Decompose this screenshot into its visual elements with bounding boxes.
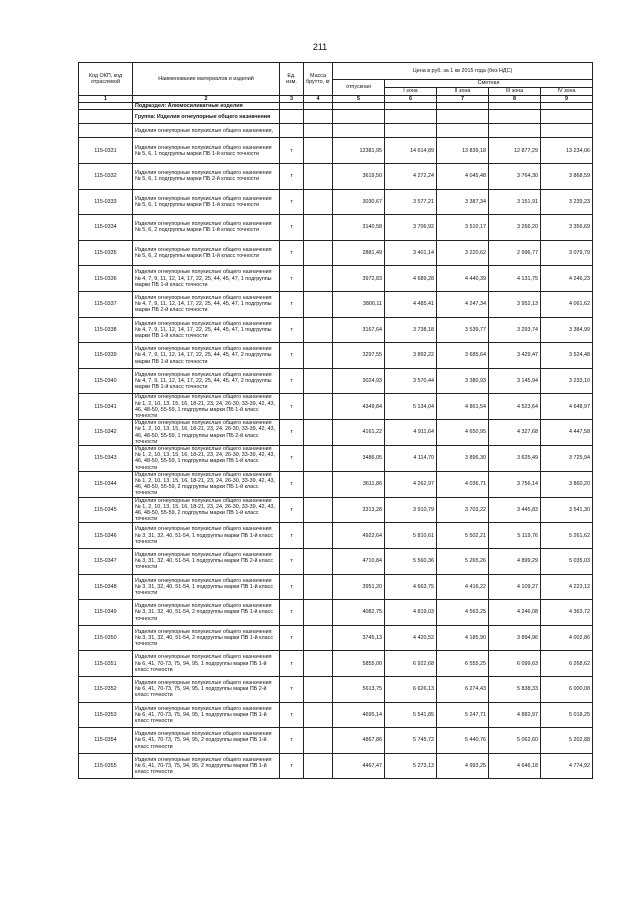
row-price-zone-2: 5 440,76: [437, 728, 489, 754]
row-price-zone-2: 3 380,93: [437, 368, 489, 394]
row-code: 115-0349: [79, 600, 133, 626]
row-price-zone-1: 5 134,04: [385, 394, 437, 420]
column-number: 2: [133, 96, 280, 103]
row-price-zone-2: 3 220,62: [437, 240, 489, 266]
row-price-zone-3: 6 099,63: [489, 651, 541, 677]
column-number-row: [79, 96, 593, 103]
row-name: Изделия огнеупорные полукислые общего назначения № 1, 2, 10, 13, 15, 16, 18-21, 23, 24, 26-30, 33-39, 42, 43, 46, 48-50, 55-59, 2 подгруппы марки ПВ 1-й класс точности: [133, 497, 280, 523]
row-mass: [304, 317, 333, 343]
row-price-zone-3: 4 523,64: [489, 394, 541, 420]
table-row: [79, 368, 593, 394]
row-price-released: 3800,11: [333, 291, 385, 317]
row-price-released: 5613,75: [333, 676, 385, 702]
table-row: [79, 728, 593, 754]
row-code: 115-0333: [79, 189, 133, 215]
row-code: 115-0354: [79, 728, 133, 754]
group-subtitle: Изделия огнеупорные полукислые общего назначения,: [133, 124, 280, 138]
row-price-zone-3: 3 764,30: [489, 164, 541, 190]
row-name: Изделия огнеупорные полукислые общего назначения № 6, 41, 70-73, 75, 94, 95, 2 подгруппы марки ПБ 1-й класс точности: [133, 728, 280, 754]
header-zone-4: IV зона: [541, 88, 593, 96]
row-price-released: 4922,64: [333, 523, 385, 549]
table-row: [79, 497, 593, 523]
row-mass: [304, 445, 333, 471]
row-unit: т: [280, 497, 304, 523]
row-price-zone-2: 4 416,22: [437, 574, 489, 600]
row-price-zone-4: 5 018,25: [541, 702, 593, 728]
row-mass: [304, 676, 333, 702]
row-price-zone-4: 6 000,08: [541, 676, 593, 702]
table-row: [79, 600, 593, 626]
row-price-zone-2: 3 703,22: [437, 497, 489, 523]
table-row: [79, 189, 593, 215]
row-price-released: 2881,49: [333, 240, 385, 266]
table-row: [79, 471, 593, 497]
row-name: Изделия огнеупорные полукислые общего назначения № 3, 31, 32, 40, 51-54, 2 подгруппы марки ПВ 1-й класс точности: [133, 625, 280, 651]
row-code: 115-0335: [79, 240, 133, 266]
row-mass: [304, 728, 333, 754]
row-price-zone-3: 3 952,13: [489, 291, 541, 317]
table-body: [79, 96, 593, 779]
row-name: Изделия огнеупорные полукислые общего назначения № 3, 31, 32, 40, 51-54, 1 подгруппы марки ПБ 1-й класс точности: [133, 523, 280, 549]
row-price-zone-4: 5 035,03: [541, 549, 593, 575]
row-unit: т: [280, 189, 304, 215]
table-row: [79, 676, 593, 702]
row-price-zone-3: 3 625,49: [489, 445, 541, 471]
row-price-zone-4: 5 202,88: [541, 728, 593, 754]
row-price-zone-1: 3 570,44: [385, 368, 437, 394]
row-mass: [304, 394, 333, 420]
row-price-released: 4695,14: [333, 702, 385, 728]
row-price-released: 4349,84: [333, 394, 385, 420]
row-price-zone-4: 4 774,92: [541, 753, 593, 779]
row-mass: [304, 189, 333, 215]
column-number: 8: [489, 96, 541, 103]
table-row: [79, 291, 593, 317]
header-zone-1: I зона: [385, 88, 437, 96]
row-price-released: 3140,58: [333, 215, 385, 241]
header-released: отпускная: [333, 80, 385, 96]
row-price-zone-1: 4 819,03: [385, 600, 437, 626]
row-code: 115-0348: [79, 574, 133, 600]
row-unit: т: [280, 368, 304, 394]
row-code: 115-0340: [79, 368, 133, 394]
row-mass: [304, 368, 333, 394]
row-price-zone-4: 4 246,23: [541, 266, 593, 292]
row-unit: т: [280, 676, 304, 702]
row-mass: [304, 138, 333, 164]
row-price-released: 3619,50: [333, 164, 385, 190]
table-row: [79, 240, 593, 266]
table-row: [79, 702, 593, 728]
table-row: [79, 215, 593, 241]
row-price-zone-2: 5 247,71: [437, 702, 489, 728]
row-price-zone-2: 4 045,48: [437, 164, 489, 190]
row-price-released: 3167,64: [333, 317, 385, 343]
row-mass: [304, 523, 333, 549]
row-price-zone-4: 5 261,62: [541, 523, 593, 549]
row-price-zone-1: 5 810,61: [385, 523, 437, 549]
row-price-zone-4: 3 524,48: [541, 343, 593, 369]
row-mass: [304, 574, 333, 600]
row-price-zone-3: 3 151,91: [489, 189, 541, 215]
row-name: Изделия огнеупорные полукислые общего назначения № 6, 41, 70-73, 75, 94, 95, 1 подгруппы марки ПВ 1-й класс точности: [133, 702, 280, 728]
row-price-zone-1: 4 420,52: [385, 625, 437, 651]
row-price-zone-3: 3 293,74: [489, 317, 541, 343]
row-price-released: 3486,05: [333, 445, 385, 471]
header-code: Код ОКП, код отраслевой: [79, 63, 133, 96]
header-unit: Ед. изм.: [280, 63, 304, 96]
row-code: 115-0355: [79, 753, 133, 779]
row-code: 115-0346: [79, 523, 133, 549]
row-code: 115-0350: [79, 625, 133, 651]
row-price-zone-4: 3 868,59: [541, 164, 593, 190]
row-price-zone-2: 4 563,25: [437, 600, 489, 626]
row-name: Изделия огнеупорные полукислые общего назначения № 4, 7, 9, 11, 12, 14, 17, 22, 25, 44, 45, 47, 1 подгруппы марки ПБ 2-й класс точности: [133, 291, 280, 317]
row-price-zone-2: 3 510,17: [437, 215, 489, 241]
page-number: 211: [312, 42, 328, 52]
table-row: [79, 651, 593, 677]
row-unit: т: [280, 394, 304, 420]
row-code: 115-0345: [79, 497, 133, 523]
row-unit: т: [280, 625, 304, 651]
row-unit: т: [280, 445, 304, 471]
row-mass: [304, 420, 333, 446]
row-unit: т: [280, 266, 304, 292]
row-code: 115-0341: [79, 394, 133, 420]
row-price-zone-2: 4 247,34: [437, 291, 489, 317]
row-name: Изделия огнеупорные полукислые общего назначения № 1, 2, 10, 13, 15, 16, 18-21, 23, 24, 26-30, 33-39, 42, 43, 46, 48-50, 55-59, 1 подгруппы марки ПБ 1-й класс точности: [133, 394, 280, 420]
row-name: Изделия огнеупорные полукислые общего назначения № 3, 31, 32, 40, 51-54, 2 подгруппы марки ПБ 1-й класс точности: [133, 600, 280, 626]
column-number: 9: [541, 96, 593, 103]
row-mass: [304, 164, 333, 190]
row-price-released: 4467,47: [333, 753, 385, 779]
row-price-zone-3: 2 996,77: [489, 240, 541, 266]
row-price-zone-2: 5 265,26: [437, 549, 489, 575]
row-unit: т: [280, 574, 304, 600]
row-unit: т: [280, 600, 304, 626]
header-mass: Масса брутто, кг: [304, 63, 333, 96]
table-row: [79, 549, 593, 575]
row-price-zone-3: 3 145,94: [489, 368, 541, 394]
row-price-zone-3: 12 877,29: [489, 138, 541, 164]
table-row: [79, 753, 593, 779]
row-price-zone-3: 3 266,20: [489, 215, 541, 241]
table-row: [79, 574, 593, 600]
column-number: 6: [385, 96, 437, 103]
row-unit: т: [280, 317, 304, 343]
row-price-zone-3: 5 062,60: [489, 728, 541, 754]
row-price-zone-4: 3 541,30: [541, 497, 593, 523]
row-price-zone-1: 4 262,97: [385, 471, 437, 497]
row-price-zone-1: 4 114,70: [385, 445, 437, 471]
row-price-zone-1: 3 910,79: [385, 497, 437, 523]
row-name: Изделия огнеупорные полукислые общего назначения № 5, 6, 2 подгруппы марки ПБ 1-й класс точности: [133, 215, 280, 241]
row-mass: [304, 600, 333, 626]
row-price-zone-4: 3 860,20: [541, 471, 593, 497]
row-price-zone-4: 13 234,06: [541, 138, 593, 164]
header-price-group: Цена в руб. за 1 кв 2015 года (без НДС): [333, 63, 593, 80]
row-price-zone-3: 3 445,83: [489, 497, 541, 523]
row-price-released: 3030,67: [333, 189, 385, 215]
row-code: 115-0351: [79, 651, 133, 677]
row-price-zone-3: 5 838,33: [489, 676, 541, 702]
row-price-zone-4: 4 648,97: [541, 394, 593, 420]
row-unit: т: [280, 651, 304, 677]
row-price-zone-1: 3 706,92: [385, 215, 437, 241]
section-title: Подраздел: Алюмосиликатные изделия: [133, 103, 280, 110]
row-name: Изделия огнеупорные полукислые общего назначения № 6, 41, 70-73, 75, 94, 95, 2 подгруппы марки ПВ 1-й класс точности: [133, 753, 280, 779]
row-price-zone-2: 4 993,25: [437, 753, 489, 779]
row-mass: [304, 266, 333, 292]
row-name: Изделия огнеупорные полукислые общего назначения № 1, 2, 10, 13, 15, 16, 18-21, 23, 24, 26-30, 33-39, 42, 43, 46, 48-50, 55-59, 1 подгруппы марки ПВ 1-й класс точности: [133, 445, 280, 471]
row-code: 115-0342: [79, 420, 133, 446]
row-code: 115-0336: [79, 266, 133, 292]
row-price-zone-1: 4 911,64: [385, 420, 437, 446]
row-price-zone-2: 6 555,25: [437, 651, 489, 677]
table-row: [79, 266, 593, 292]
row-name: Изделия огнеупорные полукислые общего назначения № 1, 2, 10, 13, 15, 16, 18-21, 23, 24, 26-30, 33-39, 42, 43, 46, 48-50, 55-59, 2 подгруппы марки ПБ 1-й класс точности: [133, 471, 280, 497]
row-name: Изделия огнеупорные полукислые общего назначения № 5, 6, 1 подгруппы марки ПВ 1-й класс точности: [133, 189, 280, 215]
row-mass: [304, 291, 333, 317]
row-price-zone-4: 4 447,58: [541, 420, 593, 446]
row-price-zone-4: 3 079,79: [541, 240, 593, 266]
row-price-zone-2: 4 036,71: [437, 471, 489, 497]
row-price-zone-4: 6 268,62: [541, 651, 593, 677]
row-unit: т: [280, 240, 304, 266]
row-price-zone-3: 4 327,68: [489, 420, 541, 446]
row-price-zone-2: 13 839,18: [437, 138, 489, 164]
row-code: 115-0332: [79, 164, 133, 190]
group-row: [79, 110, 593, 124]
row-price-zone-4: 3 233,10: [541, 368, 593, 394]
table-row: [79, 420, 593, 446]
row-name: Изделия огнеупорные полукислые общего назначения № 6, 41, 70-73, 75, 94, 95, 1 подгруппы марки ПБ 1-й класс точности: [133, 651, 280, 677]
row-name: Изделия огнеупорные полукислые общего назначения № 1, 2, 10, 13, 15, 16, 18-21, 23, 24, 26-30, 33-39, 42, 43, 46, 48-50, 55-59, 1 подгруппы марки ПБ 2-й класс точности: [133, 420, 280, 446]
row-name: Изделия огнеупорные полукислые общего назначения № 3, 31, 32, 40, 51-54, 1 подгруппы марки ПВ 1-й класс точности: [133, 574, 280, 600]
column-number: 4: [304, 96, 333, 103]
row-unit: т: [280, 215, 304, 241]
row-code: 115-0352: [79, 676, 133, 702]
row-name: Изделия огнеупорные полукислые общего назначения № 5, 6, 1 подгруппы марки ПБ 2-й класс точности: [133, 164, 280, 190]
row-price-released: 3972,83: [333, 266, 385, 292]
row-price-released: 5855,00: [333, 651, 385, 677]
row-price-zone-3: 4 246,08: [489, 600, 541, 626]
row-mass: [304, 240, 333, 266]
row-name: Изделия огнеупорные полукислые общего назначения № 5, 6, 2 подгруппы марки ПВ 1-й класс точности: [133, 240, 280, 266]
row-price-released: 3024,93: [333, 368, 385, 394]
row-price-released: 4710,84: [333, 549, 385, 575]
column-number: 3: [280, 96, 304, 103]
row-mass: [304, 651, 333, 677]
row-name: Изделия огнеупорные полукислые общего назначения № 6, 41, 70-73, 75, 94, 95, 1 подгруппы марки ПБ 2-й класс точности: [133, 676, 280, 702]
row-mass: [304, 549, 333, 575]
row-code: 115-0347: [79, 549, 133, 575]
row-code: 115-0343: [79, 445, 133, 471]
row-name: Изделия огнеупорные полукислые общего назначения № 4, 7, 9, 11, 12, 14, 17, 22, 25, 44, 45, 47, 2 подгруппы марки ПВ 1-й класс точности: [133, 368, 280, 394]
price-table: [78, 62, 593, 779]
row-price-zone-1: 4 272,24: [385, 164, 437, 190]
row-price-zone-1: 3 577,21: [385, 189, 437, 215]
row-price-zone-2: 3 685,64: [437, 343, 489, 369]
row-price-zone-3: 3 894,96: [489, 625, 541, 651]
row-price-zone-2: 3 539,77: [437, 317, 489, 343]
column-number: 1: [79, 96, 133, 103]
row-mass: [304, 471, 333, 497]
row-mass: [304, 497, 333, 523]
row-price-released: 4082,75: [333, 600, 385, 626]
row-unit: т: [280, 728, 304, 754]
row-mass: [304, 702, 333, 728]
row-price-zone-2: 3 896,30: [437, 445, 489, 471]
row-price-zone-3: 3 429,47: [489, 343, 541, 369]
row-unit: т: [280, 753, 304, 779]
row-price-zone-3: 4 882,97: [489, 702, 541, 728]
row-price-zone-4: 3 725,94: [541, 445, 593, 471]
row-price-released: 3951,20: [333, 574, 385, 600]
table-row: [79, 394, 593, 420]
column-number: 5: [333, 96, 385, 103]
table-row: [79, 164, 593, 190]
row-price-zone-1: 3 401,14: [385, 240, 437, 266]
row-price-zone-4: 3 356,69: [541, 215, 593, 241]
group-title: Группа: Изделия огнеупорные общего назначения: [133, 110, 280, 124]
row-price-zone-3: 3 756,14: [489, 471, 541, 497]
row-code: 115-0331: [79, 138, 133, 164]
row-unit: т: [280, 343, 304, 369]
table-row: [79, 317, 593, 343]
row-price-zone-2: 4 440,39: [437, 266, 489, 292]
header-name: Наименование материалов и изделий: [133, 63, 280, 96]
row-unit: т: [280, 702, 304, 728]
row-price-released: 3745,13: [333, 625, 385, 651]
row-price-zone-1: 5 541,85: [385, 702, 437, 728]
row-code: 115-0339: [79, 343, 133, 369]
row-code: 115-0353: [79, 702, 133, 728]
row-unit: т: [280, 138, 304, 164]
row-name: Изделия огнеупорные полукислые общего назначения № 4, 7, 9, 11, 12, 14, 17, 22, 25, 44, 45, 47, 2 подгруппы марки ПБ 1-й класс точности: [133, 343, 280, 369]
row-price-zone-4: 4 002,86: [541, 625, 593, 651]
header-estimate: Сметная: [385, 80, 593, 88]
row-name: Изделия огнеупорные полукислые общего назначения № 5, 6, 1 подгруппы марки ПБ 1-й класс точности: [133, 138, 280, 164]
row-price-zone-1: 4 663,75: [385, 574, 437, 600]
group-sub-row: [79, 124, 593, 138]
table-row: [79, 523, 593, 549]
row-name: Изделия огнеупорные полукислые общего назначения № 4, 7, 9, 11, 12, 14, 17, 22, 25, 44, 45, 47, 1 подгруппы марки ПВ 1-й класс точности: [133, 317, 280, 343]
row-unit: т: [280, 420, 304, 446]
row-unit: т: [280, 549, 304, 575]
row-price-zone-1: 5 745,72: [385, 728, 437, 754]
row-price-zone-3: 4 646,18: [489, 753, 541, 779]
row-unit: т: [280, 523, 304, 549]
row-price-zone-2: 4 861,54: [437, 394, 489, 420]
row-price-zone-1: 5 273,13: [385, 753, 437, 779]
row-price-zone-3: 4 899,29: [489, 549, 541, 575]
row-price-released: 12381,95: [333, 138, 385, 164]
row-code: 115-0338: [79, 317, 133, 343]
row-price-released: 3611,86: [333, 471, 385, 497]
row-price-zone-1: 3 738,18: [385, 317, 437, 343]
row-price-zone-2: 4 650,95: [437, 420, 489, 446]
row-price-released: 3313,28: [333, 497, 385, 523]
table-row: [79, 138, 593, 164]
row-price-released: 3297,55: [333, 343, 385, 369]
row-price-zone-4: 4 223,12: [541, 574, 593, 600]
row-mass: [304, 625, 333, 651]
row-price-zone-1: 6 922,68: [385, 651, 437, 677]
table-row: [79, 625, 593, 651]
row-price-zone-1: 5 560,36: [385, 549, 437, 575]
header-zone-3: III зона: [489, 88, 541, 96]
row-price-zone-1: 6 626,13: [385, 676, 437, 702]
column-number: 7: [437, 96, 489, 103]
row-name: Изделия огнеупорные полукислые общего назначения № 3, 31, 32, 40, 51-54, 1 подгруппы марки ПБ 2-й класс точности: [133, 549, 280, 575]
row-price-zone-2: 5 502,21: [437, 523, 489, 549]
row-price-released: 4867,86: [333, 728, 385, 754]
row-price-zone-4: 4 061,62: [541, 291, 593, 317]
row-price-zone-1: 3 892,22: [385, 343, 437, 369]
row-price-zone-4: 3 239,23: [541, 189, 593, 215]
table-row: [79, 343, 593, 369]
row-price-zone-2: 4 185,90: [437, 625, 489, 651]
row-price-zone-2: 6 274,43: [437, 676, 489, 702]
row-price-zone-1: 14 614,89: [385, 138, 437, 164]
row-unit: т: [280, 291, 304, 317]
row-price-zone-1: 4 485,41: [385, 291, 437, 317]
row-unit: т: [280, 471, 304, 497]
row-price-zone-4: 3 384,99: [541, 317, 593, 343]
row-unit: т: [280, 164, 304, 190]
row-price-zone-2: 3 387,34: [437, 189, 489, 215]
header-zone-2: II зона: [437, 88, 489, 96]
row-price-zone-3: 4 131,75: [489, 266, 541, 292]
row-code: 115-0334: [79, 215, 133, 241]
row-code: 115-0344: [79, 471, 133, 497]
row-price-zone-3: 5 119,76: [489, 523, 541, 549]
row-price-zone-1: 4 689,28: [385, 266, 437, 292]
section-row: [79, 103, 593, 110]
table-row: [79, 445, 593, 471]
row-price-zone-4: 4 363,72: [541, 600, 593, 626]
row-mass: [304, 753, 333, 779]
row-code: 115-0337: [79, 291, 133, 317]
row-name: Изделия огнеупорные полукислые общего назначения № 4, 7, 9, 11, 12, 14, 17, 22, 25, 44, 45, 47, 1 подгруппы марки ПБ 1-й класс точности: [133, 266, 280, 292]
row-mass: [304, 215, 333, 241]
row-price-released: 4161,22: [333, 420, 385, 446]
row-mass: [304, 343, 333, 369]
row-price-zone-3: 4 109,27: [489, 574, 541, 600]
